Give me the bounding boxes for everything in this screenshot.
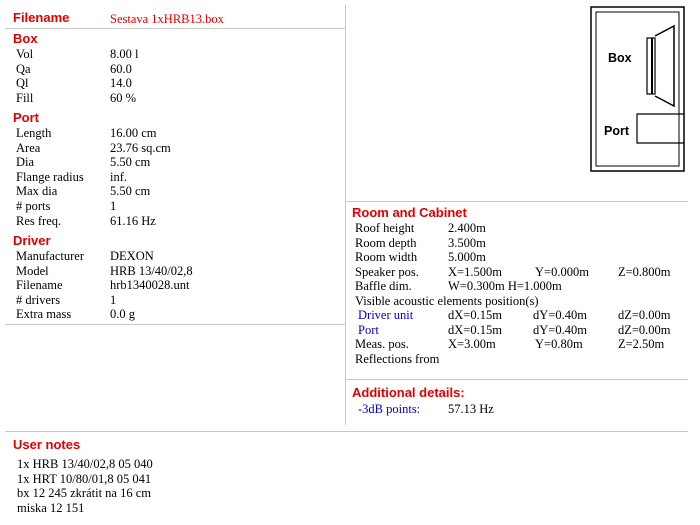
port-row-value: inf. xyxy=(110,169,128,184)
diagram-box-label: Box xyxy=(608,51,632,65)
port-row-value: 1 xyxy=(110,199,117,213)
diagram-port-label: Port xyxy=(604,124,629,138)
user-note-line: bx 12 245 zkrátit na 16 cm xyxy=(17,486,151,501)
driver-row-value: hrb1340028.unt xyxy=(110,278,190,293)
port-element-dy: dY=0.40m xyxy=(533,322,587,337)
driver-row-label: Filename xyxy=(16,278,63,293)
enclosure-diagram xyxy=(590,6,688,176)
room-row xyxy=(358,308,688,323)
room-row xyxy=(355,279,562,294)
room-row xyxy=(355,235,486,251)
roof-height-value: 2.400m xyxy=(448,221,486,235)
driver-row-label: # drivers xyxy=(16,292,61,307)
driver-row-value: 0.0 g xyxy=(110,307,135,322)
driver-row-value: 1 xyxy=(110,292,117,307)
driver-unit-dy: dY=0.40m xyxy=(533,308,587,322)
room-row xyxy=(355,221,486,236)
user-note-line: miska 12 151 xyxy=(17,500,85,515)
port-row-value: 5.50 cm xyxy=(110,184,151,199)
port-row-value: 23.76 sq.cm xyxy=(110,140,171,155)
driver-cone xyxy=(655,26,674,106)
port-row-value: 61.16 Hz xyxy=(110,213,156,228)
filename-label: Filename xyxy=(13,10,70,25)
port-row-label: Length xyxy=(16,126,52,140)
port-row-label: Flange radius xyxy=(16,169,84,184)
left-column-bottom-border xyxy=(5,324,345,325)
speaker-pos-label: Speaker pos. xyxy=(355,264,419,279)
port-element-dx: dX=0.15m xyxy=(448,322,502,337)
driver-section-title: Driver xyxy=(13,233,51,248)
driver-unit-dz: dZ=0.00m xyxy=(618,308,671,322)
port-element-label: Port xyxy=(358,322,379,337)
room-row xyxy=(355,337,685,352)
box-row-value: 14.0 xyxy=(110,76,132,90)
visible-elements-title: Visible acoustic elements position(s) xyxy=(355,293,539,308)
meas-pos-x: X=3.00m xyxy=(448,337,496,351)
speaker-pos-z: Z=0.800m xyxy=(618,264,671,279)
box-row-value: 60.0 xyxy=(110,61,132,76)
enclosure-outer-wall xyxy=(591,7,684,171)
filename-value: Sestava 1xHRB13.box xyxy=(110,12,224,26)
port-tube xyxy=(637,114,684,143)
box-row-label: Qa xyxy=(16,61,31,76)
room-row xyxy=(358,323,688,338)
box-section-title: Box xyxy=(13,31,38,46)
port-row-label: # ports xyxy=(16,199,51,213)
room-section-title: Room and Cabinet xyxy=(352,205,467,220)
roof-height-label: Roof height xyxy=(355,221,415,235)
reflections-label: Reflections from xyxy=(355,351,440,366)
baffle-value: W=0.300m H=1.000m xyxy=(448,279,562,293)
minus3db-label: -3dB points: xyxy=(358,402,421,416)
baffle-label: Baffle dim. xyxy=(355,279,412,293)
port-row-value: 5.50 cm xyxy=(110,155,151,170)
filename-divider xyxy=(5,28,345,29)
room-row xyxy=(355,250,486,265)
speaker-pos-y: Y=0.000m xyxy=(535,264,589,279)
room-row xyxy=(355,265,685,280)
room-bottom-border xyxy=(346,379,688,380)
box-row-label: Ql xyxy=(16,76,29,90)
port-row-label: Dia xyxy=(16,155,35,170)
notes-divider xyxy=(5,431,688,432)
box-row-value: 60 % xyxy=(110,90,137,105)
port-row-label: Area xyxy=(16,140,41,155)
port-section-title: Port xyxy=(13,110,39,125)
driver-row-label: Manufacturer xyxy=(16,249,85,263)
driver-row-label: Model xyxy=(16,263,49,278)
box-row-value: 8.00 l xyxy=(110,47,139,61)
driver-row-label: Extra mass xyxy=(16,307,72,322)
room-depth-label: Room depth xyxy=(355,235,417,250)
meas-pos-y: Y=0.80m xyxy=(535,337,583,351)
box-row-label: Fill xyxy=(16,90,34,105)
driver-unit-dx: dX=0.15m xyxy=(448,308,502,322)
speaker-pos-x: X=1.500m xyxy=(448,264,502,279)
additional-section-title: Additional details: xyxy=(352,385,465,400)
port-row-label: Max dia xyxy=(16,184,58,199)
port-element-dz: dZ=0.00m xyxy=(618,322,671,337)
driver-row-value: HRB 13/40/02,8 xyxy=(110,263,193,278)
room-top-border xyxy=(346,201,688,202)
meas-pos-label: Meas. pos. xyxy=(355,337,409,351)
driver-row-value: DEXON xyxy=(110,249,154,263)
left-column-right-border xyxy=(345,5,346,425)
room-width-label: Room width xyxy=(355,250,418,264)
room-width-value: 5.000m xyxy=(448,250,486,264)
box-row-label: Vol xyxy=(16,47,34,61)
port-row-value: 16.00 cm xyxy=(110,126,157,140)
room-depth-value: 3.500m xyxy=(448,235,486,250)
user-note-line: 1x HRT 10/80/01,8 05 041 xyxy=(17,471,152,486)
port-row-label: Res freq. xyxy=(16,213,62,228)
user-note-line: 1x HRB 13/40/02,8 05 040 xyxy=(17,457,153,471)
meas-pos-z: Z=2.50m xyxy=(618,337,665,351)
driver-unit-label: Driver unit xyxy=(358,308,414,322)
user-notes-title: User notes xyxy=(13,437,81,452)
minus3db-value: 57.13 Hz xyxy=(448,402,494,416)
